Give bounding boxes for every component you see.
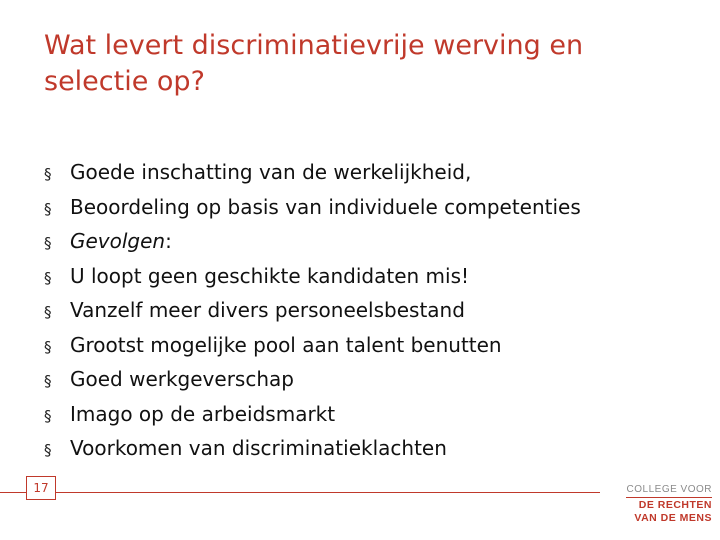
bullet-item (44, 333, 684, 368)
bullet-item (44, 264, 684, 299)
bullet-item (44, 195, 684, 230)
bullet-text (70, 229, 172, 253)
bullet-italic-text: Gevolgen (70, 229, 166, 253)
bullet-item (44, 229, 684, 264)
bullet-item (44, 298, 684, 333)
bullet-list (44, 160, 684, 471)
footer-divider (0, 492, 600, 493)
bullet-text: Voorkomen van discriminatieklachten (70, 436, 447, 460)
bullet-item (44, 402, 684, 437)
slide-title (44, 28, 684, 100)
bullet-marker: § (44, 406, 52, 425)
bullet-marker: § (44, 165, 52, 183)
bullet-text: Imago op de arbeidsmarkt (70, 401, 336, 426)
bullet-text: Goed werkgeverschap (70, 367, 294, 391)
page-number: 17 (26, 476, 56, 500)
organization-logo (612, 484, 712, 528)
logo-line-2: DE RECHTEN (638, 499, 712, 511)
bullet-marker: § (44, 199, 52, 218)
bullet-text: Goede inschatting van de werkelijkheid, (70, 160, 472, 184)
bullet-marker: § (44, 337, 52, 356)
bullet-text: Beoordeling op basis van individuele competenties (70, 194, 581, 219)
bullet-suffix: : (165, 229, 172, 253)
bullet-text: Vanzelf meer divers personeelsbestand (70, 298, 465, 322)
logo-divider (626, 497, 712, 498)
logo-line-1: COLLEGE VOOR (626, 484, 712, 495)
bullet-item (44, 436, 684, 471)
bullet-item (44, 160, 684, 195)
slide-title-line-1: Wat levert discriminatievrije werving en (44, 30, 584, 61)
bullet-marker: § (44, 268, 52, 287)
bullet-text: U loopt geen geschikte kandidaten mis! (70, 263, 470, 288)
logo-line-3: VAN DE MENS (634, 512, 712, 524)
bullet-text: Grootst mogelijke pool aan talent benutten (70, 332, 502, 357)
bullet-marker: § (44, 372, 52, 390)
slide-title-line-2: selectie op? (44, 66, 205, 97)
bullet-item (44, 367, 684, 402)
bullet-marker: § (44, 303, 52, 321)
bullet-marker: § (44, 234, 52, 252)
bullet-marker: § (44, 441, 52, 459)
